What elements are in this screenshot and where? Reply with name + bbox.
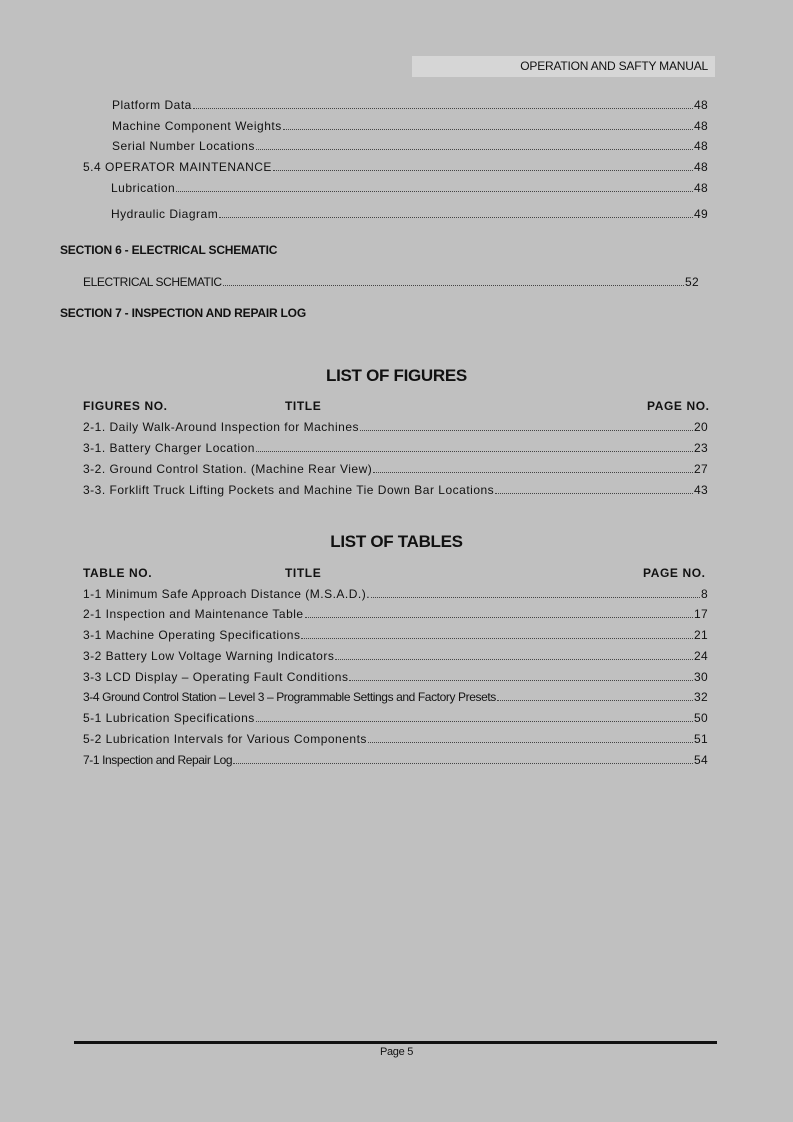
table-entry[interactable] bbox=[83, 670, 708, 684]
table-entry[interactable] bbox=[83, 711, 708, 725]
dot-leader bbox=[283, 120, 693, 130]
dot-leader bbox=[305, 608, 693, 618]
table-entry-label: 1-1 Minimum Safe Approach Distance (M.S.A.D.). bbox=[83, 587, 371, 601]
dot-leader bbox=[335, 650, 693, 660]
table-entry[interactable] bbox=[83, 690, 708, 704]
table-entry-page: 51 bbox=[694, 732, 708, 746]
table-entry-label: 3-2 Battery Low Voltage Warning Indicators bbox=[83, 649, 335, 663]
toc-entry[interactable] bbox=[111, 181, 708, 195]
table-entry-page: 17 bbox=[694, 607, 708, 621]
table-entry[interactable] bbox=[83, 607, 708, 621]
dot-leader bbox=[256, 140, 693, 150]
toc-entry-label: Serial Number Locations bbox=[112, 139, 255, 153]
table-entry-label: 3-1 Machine Operating Specifications bbox=[83, 628, 301, 642]
figure-entry-page: 20 bbox=[694, 420, 708, 434]
figure-entry[interactable] bbox=[83, 462, 708, 476]
table-entry-page: 50 bbox=[694, 711, 708, 725]
toc-entry-label: Platform Data bbox=[112, 98, 192, 112]
tables-col-no: TABLE NO. bbox=[83, 566, 153, 580]
table-entry[interactable] bbox=[83, 732, 708, 746]
figure-entry-page: 23 bbox=[694, 441, 708, 455]
toc-entry-page: 49 bbox=[694, 207, 708, 221]
toc-entry-page: 48 bbox=[694, 119, 708, 133]
dot-leader bbox=[349, 671, 693, 681]
dot-leader bbox=[256, 442, 693, 452]
table-entry-page: 24 bbox=[694, 649, 708, 663]
table-entry[interactable] bbox=[83, 628, 708, 642]
dot-leader bbox=[233, 754, 693, 764]
section-heading: SECTION 7 - INSPECTION AND REPAIR LOG bbox=[60, 306, 306, 320]
page-number: Page 5 bbox=[379, 1046, 414, 1058]
figure-entry[interactable] bbox=[83, 420, 708, 434]
toc-entry[interactable] bbox=[112, 119, 708, 133]
toc-entry[interactable] bbox=[112, 98, 708, 112]
table-entry[interactable] bbox=[83, 649, 708, 663]
dot-leader bbox=[301, 629, 693, 639]
toc-entry-label: ELECTRICAL SCHEMATIC bbox=[83, 275, 222, 289]
dot-leader bbox=[219, 208, 693, 218]
table-entry[interactable] bbox=[83, 587, 708, 601]
toc-entry-page: 48 bbox=[694, 181, 708, 195]
figure-entry[interactable] bbox=[83, 441, 708, 455]
table-entry-label: 5-2 Lubrication Intervals for Various Components bbox=[83, 732, 367, 746]
toc-entry-page: 52 bbox=[685, 275, 699, 289]
running-header: OPERATION AND SAFTY MANUAL bbox=[412, 56, 715, 77]
table-entry-label: 3-3 LCD Display – Operating Fault Conditions bbox=[83, 670, 349, 684]
figures-col-no: FIGURES NO. bbox=[83, 399, 168, 413]
toc-entry[interactable] bbox=[112, 139, 708, 153]
figure-entry-label: 2-1. Daily Walk-Around Inspection for Machines bbox=[83, 420, 359, 434]
figure-entry-label: 3-1. Battery Charger Location bbox=[83, 441, 255, 455]
toc-entry-page: 48 bbox=[694, 160, 708, 174]
list-of-figures-title: LIST OF FIGURES bbox=[326, 366, 467, 385]
toc-entry[interactable] bbox=[111, 207, 708, 221]
table-entry-page: 21 bbox=[694, 628, 708, 642]
figure-entry-label: 3-3. Forklift Truck Lifting Pockets and Machine Tie Down Bar Locations bbox=[83, 483, 495, 497]
list-of-tables-title: LIST OF TABLES bbox=[330, 532, 463, 551]
table-entry-page: 32 bbox=[694, 690, 708, 704]
dot-leader bbox=[256, 712, 693, 722]
figure-entry[interactable] bbox=[83, 483, 708, 497]
tables-col-page: PAGE NO. bbox=[643, 566, 706, 580]
toc-entry-label: Machine Component Weights bbox=[112, 119, 282, 133]
figure-entry-page: 27 bbox=[694, 462, 708, 476]
section-heading: SECTION 6 - ELECTRICAL SCHEMATIC bbox=[60, 243, 278, 257]
figure-entry-label: 3-2. Ground Control Station. (Machine Rear View) bbox=[83, 462, 373, 476]
dot-leader bbox=[193, 99, 693, 109]
dot-leader bbox=[273, 161, 693, 171]
figures-col-page: PAGE NO. bbox=[647, 399, 710, 413]
tables-col-title: TITLE bbox=[285, 566, 322, 580]
dot-leader bbox=[497, 691, 693, 701]
toc-entry[interactable] bbox=[83, 275, 699, 289]
table-entry-page: 8 bbox=[701, 587, 708, 601]
toc-entry[interactable] bbox=[83, 160, 708, 174]
toc-entry-label: Lubrication bbox=[111, 181, 176, 195]
toc-entry-label: 5.4 OPERATOR MAINTENANCE bbox=[83, 160, 272, 174]
dot-leader bbox=[176, 182, 693, 192]
figure-entry-page: 43 bbox=[694, 483, 708, 497]
dot-leader bbox=[223, 276, 684, 286]
toc-entry-page: 48 bbox=[694, 98, 708, 112]
toc-entry-page: 48 bbox=[694, 139, 708, 153]
dot-leader bbox=[371, 588, 700, 598]
table-entry-label: 5-1 Lubrication Specifications bbox=[83, 711, 255, 725]
dot-leader bbox=[360, 421, 693, 431]
table-entry-label: 2-1 Inspection and Maintenance Table bbox=[83, 607, 304, 621]
dot-leader bbox=[368, 733, 693, 743]
table-entry-label: 3-4 Ground Control Station – Level 3 – Programmable Settings and Factory Presets bbox=[83, 690, 496, 704]
figures-col-title: TITLE bbox=[285, 399, 322, 413]
dot-leader bbox=[373, 463, 693, 473]
table-entry-page: 30 bbox=[694, 670, 708, 684]
footer-rule bbox=[74, 1041, 717, 1044]
table-entry-page: 54 bbox=[694, 753, 708, 767]
table-entry-label: 7-1 Inspection and Repair Log bbox=[83, 753, 233, 767]
table-entry[interactable] bbox=[83, 753, 708, 767]
toc-entry-label: Hydraulic Diagram bbox=[111, 207, 219, 221]
dot-leader bbox=[495, 484, 693, 494]
